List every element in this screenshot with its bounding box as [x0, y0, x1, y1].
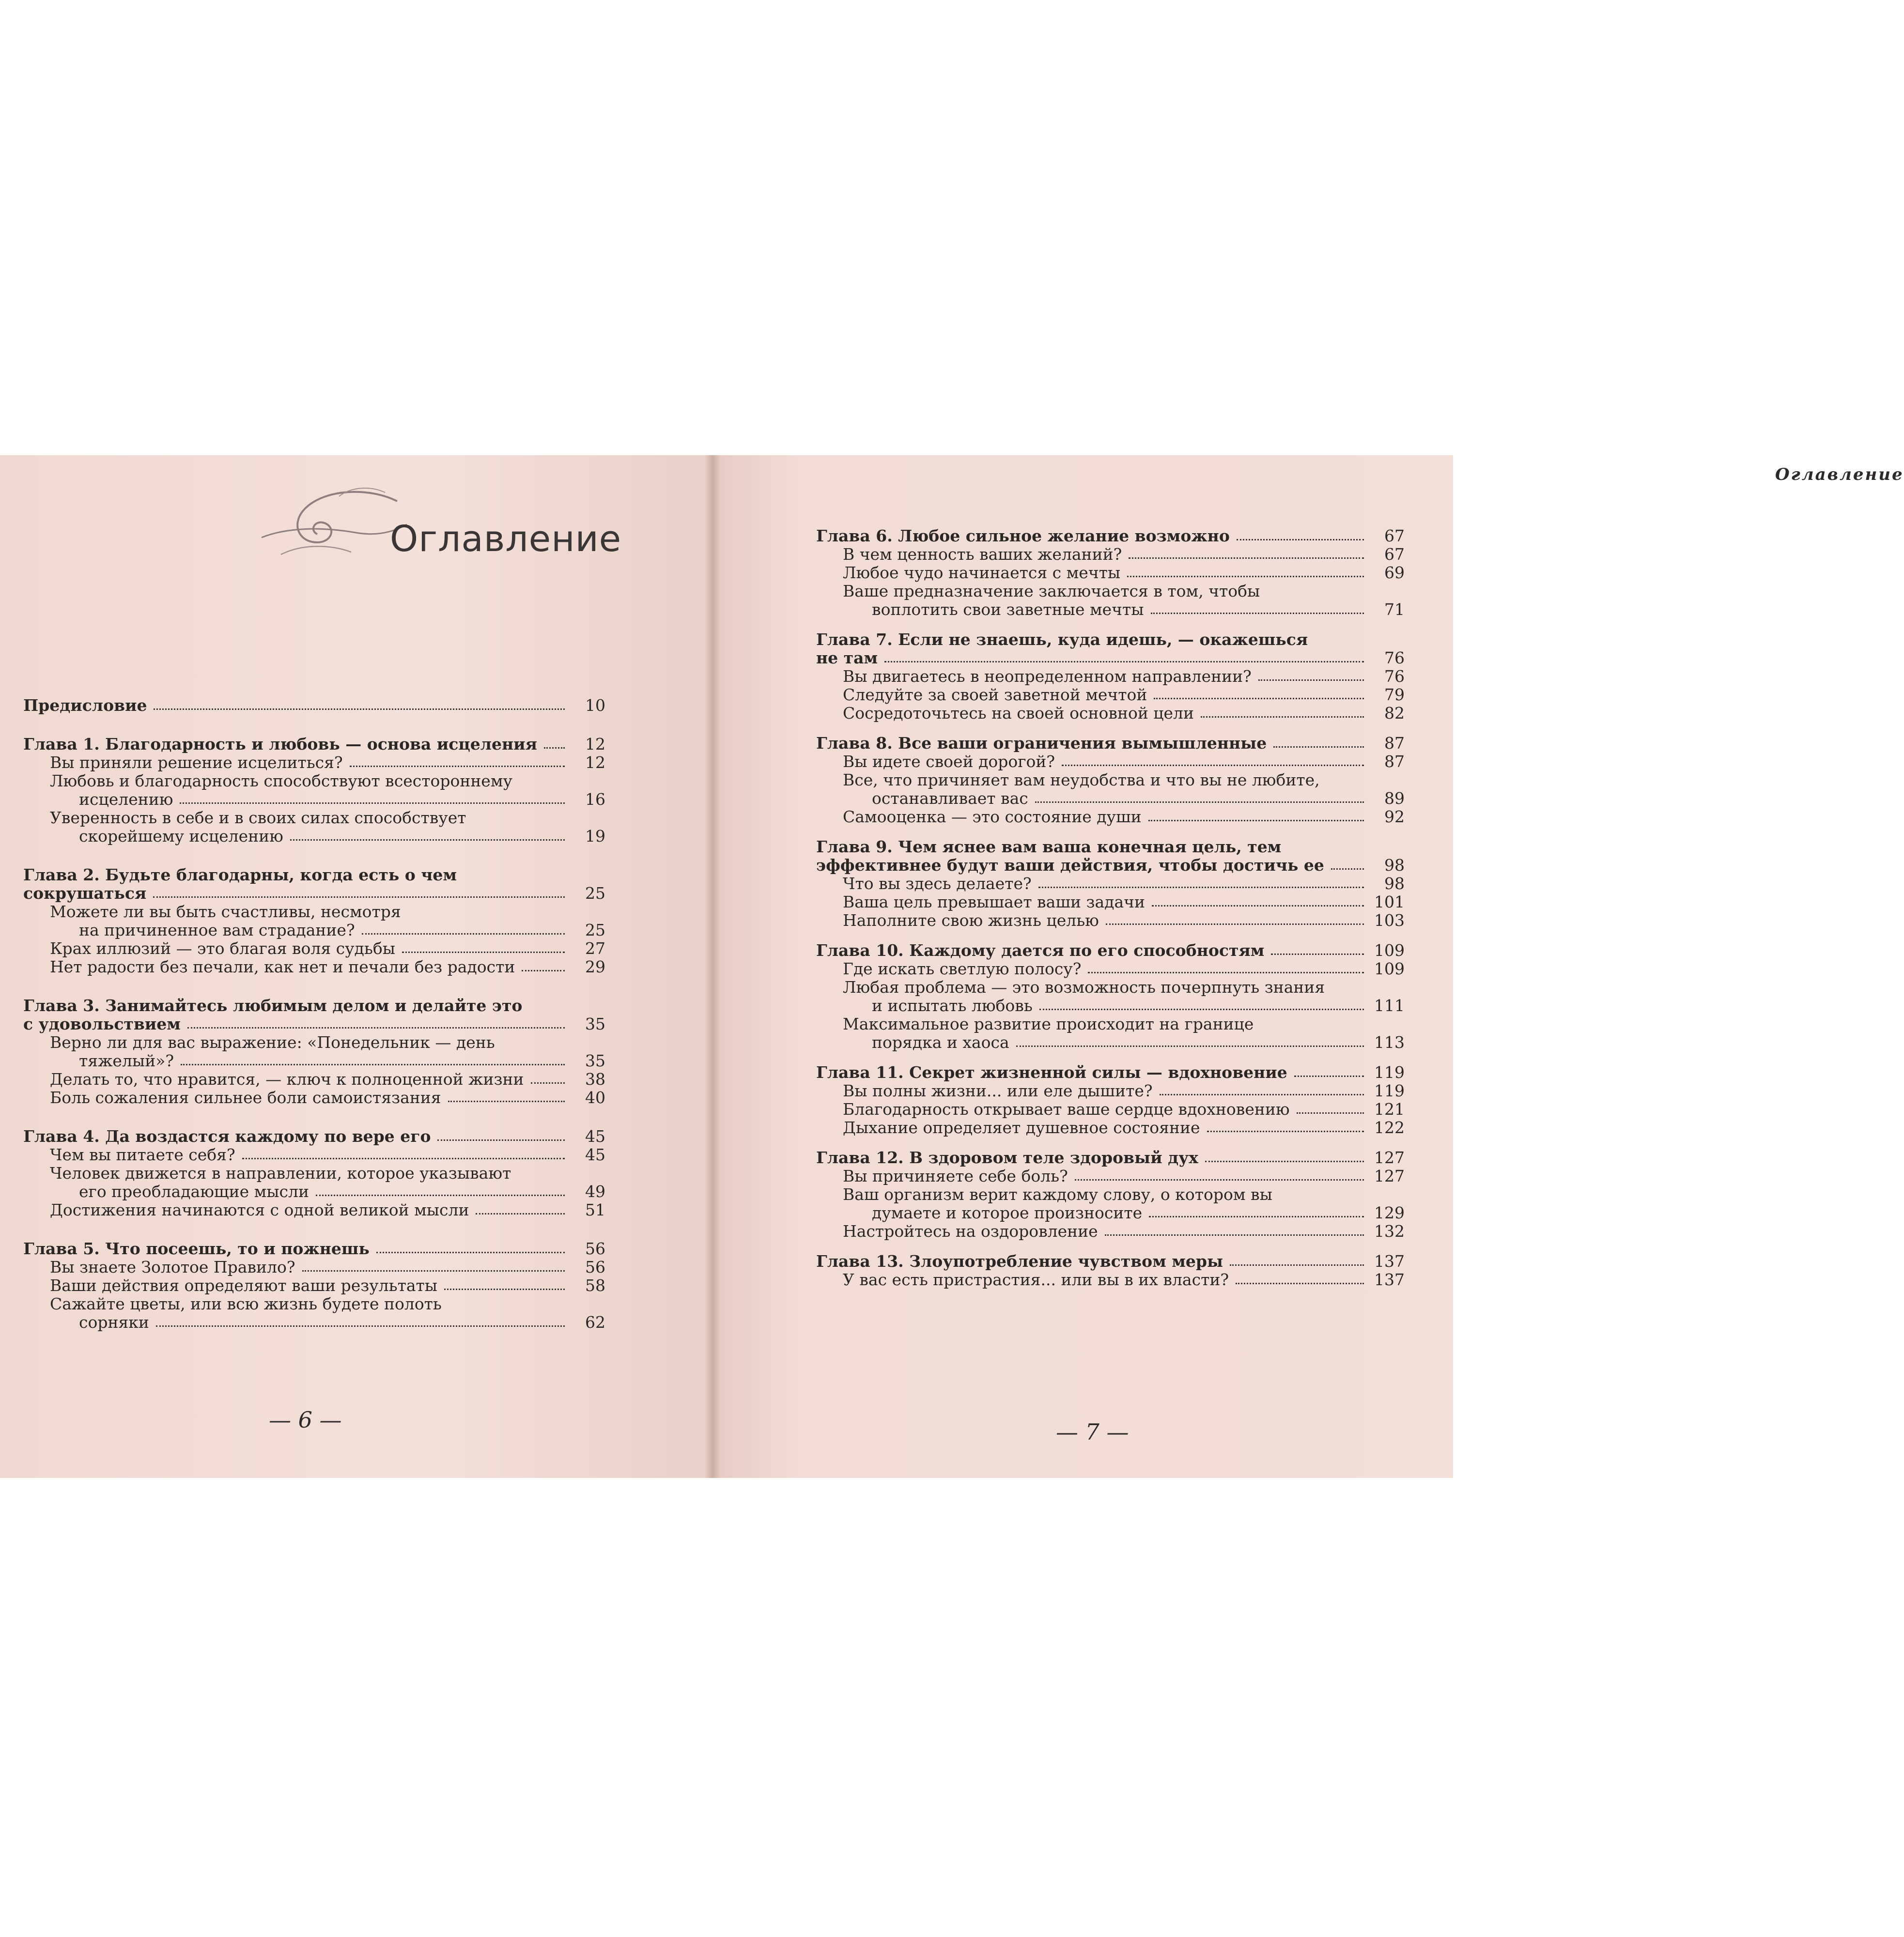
dot-leader: [1105, 1234, 1364, 1236]
dot-leader: [522, 970, 565, 971]
toc-page-number: 127: [1374, 1148, 1405, 1167]
toc-section-entry: [816, 1222, 1405, 1241]
toc-page-number: 35: [585, 1015, 605, 1033]
toc-entry-title-cont: на причиненное вам страдание?: [79, 921, 355, 939]
toc-entry-title: Глава 8. Все ваши ограничения вымышленные: [816, 734, 1267, 753]
dot-leader: [1207, 1131, 1364, 1132]
toc-entry-title: Глава 6. Любое сильное желание возможно: [816, 526, 1230, 545]
dot-leader: [1294, 1076, 1364, 1077]
dot-leader: [1258, 679, 1364, 681]
toc-page-number: 56: [585, 1239, 605, 1258]
toc-page-number: 51: [585, 1200, 605, 1219]
toc-page-number: 79: [1384, 685, 1405, 704]
toc-section-entry: [23, 1276, 605, 1295]
page-number-6: — 6 —: [269, 1407, 342, 1433]
toc-page-number: 27: [585, 939, 605, 958]
toc-section-entry: [23, 939, 605, 958]
toc-chapter-entry: [23, 997, 605, 1033]
toc-section-entry: [816, 808, 1405, 826]
toc-page-number: 137: [1374, 1252, 1405, 1271]
toc-entry-title: Глава 12. В здоровом теле здоровый дух: [816, 1148, 1198, 1167]
toc-entry-title-cont: с удовольствием: [23, 1015, 181, 1033]
toc-entry-title: Следуйте за своей заветной мечтой: [843, 685, 1147, 704]
toc-page-number: 45: [585, 1145, 605, 1164]
dot-leader: [1075, 1179, 1364, 1181]
dot-leader: [1273, 746, 1364, 748]
dot-leader: [1035, 801, 1364, 803]
toc-entry-title: Глава 3. Занимайтесь любимым делом и делайте это: [23, 996, 523, 1015]
toc-entry-title: Вы идете своей дорогой?: [843, 752, 1055, 771]
dot-leader: [242, 1158, 565, 1159]
toc-entry-title-cont: сокрушаться: [23, 884, 147, 903]
dot-leader: [476, 1213, 565, 1214]
toc-entry-title: Глава 9. Чем яснее вам ваша конечная цель, тем: [816, 837, 1282, 856]
toc-entry-title: Верно ли для вас выражение: «Понедельник — день: [50, 1033, 495, 1052]
toc-page-number: 12: [585, 753, 605, 772]
dot-leader: [1154, 698, 1364, 699]
toc-page-number: 87: [1384, 752, 1405, 771]
dot-leader: [402, 952, 565, 953]
toc-entry-title-cont: исцелению: [79, 790, 173, 809]
toc-entry-title: Глава 13. Злоупотребление чувством меры: [816, 1252, 1223, 1271]
toc-chapter-entry: [23, 696, 605, 715]
toc-section-entry: [816, 875, 1405, 893]
dot-leader: [1088, 972, 1364, 973]
toc-page-number: 62: [585, 1313, 605, 1332]
toc-page-number: 69: [1384, 563, 1405, 582]
right-page: [712, 455, 1904, 1478]
dot-leader: [1331, 868, 1364, 870]
toc-entry-title-cont: сорняки: [79, 1313, 149, 1332]
toc-entry-title-cont: не там: [816, 648, 878, 667]
toc-entry-title-cont: останавливает вас: [872, 789, 1028, 808]
toc-entry-title: Любовь и благодарность способствуют всестороннему: [50, 771, 512, 790]
toc-page-number: 49: [585, 1182, 605, 1201]
toc-entry-title: Любое чудо начинается с мечты: [843, 563, 1121, 582]
toc-section-entry: [816, 978, 1405, 1015]
toc-page-number: 40: [585, 1088, 605, 1107]
toc-page-number: 45: [585, 1127, 605, 1146]
toc-page-number: 101: [1374, 892, 1405, 911]
toc-page-number: 109: [1374, 941, 1405, 960]
toc-page-number: 89: [1384, 789, 1405, 808]
dot-leader: [531, 1082, 565, 1084]
toc-section-entry: [816, 1185, 1405, 1222]
toc-chapter-entry: [816, 838, 1405, 875]
toc-section-entry: [816, 1167, 1405, 1185]
toc-page-number: 119: [1374, 1081, 1405, 1100]
toc-entry-title: Ваша цель превышает ваши задачи: [843, 892, 1145, 911]
dot-leader: [1016, 1045, 1364, 1047]
dot-leader: [1062, 765, 1364, 766]
toc-page-number: 92: [1384, 807, 1405, 826]
toc-page-number: 121: [1374, 1100, 1405, 1119]
toc-section-entry: [23, 809, 605, 846]
toc-entry-title: Ваш организм верит каждому слову, о котором вы: [843, 1185, 1272, 1204]
toc-page-number: 119: [1374, 1063, 1405, 1082]
toc-section-entry: [816, 1100, 1405, 1119]
toc-entry-title: Сажайте цветы, или всю жизнь будете полоть: [50, 1294, 442, 1313]
running-head: Оглавление: [1775, 465, 1904, 484]
toc-page-number: 58: [585, 1276, 605, 1295]
toc-page-number: 19: [585, 827, 605, 846]
toc-page-number: 67: [1384, 545, 1405, 564]
toc-entry-title: Глава 7. Если не знаешь, куда идешь, — окажешься: [816, 630, 1308, 649]
toc-entry-title: Нет радости без печали, как нет и печали без радости: [50, 957, 515, 976]
toc-section-entry: [23, 1201, 605, 1219]
toc-entry-title-cont: порядка и хаоса: [872, 1033, 1009, 1052]
toc-entry-title: Сосредоточьтесь на своей основной цели: [843, 704, 1194, 723]
toc-section-entry: [23, 753, 605, 772]
toc-section-entry: [23, 1070, 605, 1089]
toc-chapter-entry: [816, 734, 1405, 753]
toc-section-entry: [23, 1164, 605, 1201]
toc-chapter-entry: [23, 866, 605, 903]
toc-page-number: 25: [585, 921, 605, 939]
toc-entry-title: Ваши действия определяют ваши результаты: [50, 1276, 438, 1295]
toc-chapter-entry: [23, 1127, 605, 1146]
toc-section-entry: [816, 1082, 1405, 1100]
dot-leader: [1149, 1216, 1364, 1217]
flourish-ornament-icon: [252, 482, 412, 564]
toc-section-entry: [816, 667, 1405, 686]
toc-page-number: 67: [1384, 526, 1405, 545]
toc-section-entry: [23, 1258, 605, 1276]
toc-section-entry: [23, 903, 605, 939]
toc-page-number: 109: [1374, 959, 1405, 978]
toc-chapter-entry: [23, 735, 605, 753]
toc-entry-title: Что вы здесь делаете?: [843, 874, 1032, 893]
toc-entry-title: Благодарность открывает ваше сердце вдохновению: [843, 1100, 1290, 1119]
toc-page-number: 129: [1374, 1203, 1405, 1222]
toc-entry-title: Уверенность в себе и в своих силах способствует: [50, 808, 466, 827]
toc-entry-title: Можете ли вы быть счастливы, несмотря: [50, 902, 401, 921]
toc-page-number: 111: [1374, 996, 1405, 1015]
toc-section-entry: [816, 1015, 1405, 1052]
toc-entry-title: Боль сожаления сильнее боли самоистязания: [50, 1088, 441, 1107]
book-spread: [0, 455, 1904, 1478]
toc-page-number: 137: [1374, 1270, 1405, 1289]
toc-left: [23, 696, 605, 1332]
dot-leader: [153, 896, 565, 898]
dot-leader: [544, 747, 565, 749]
toc-entry-title-cont: думаете и которое произносите: [872, 1203, 1143, 1222]
toc-entry-title: Предисловие: [23, 696, 147, 715]
dot-leader: [437, 1139, 565, 1141]
toc-page-number: 29: [585, 957, 605, 976]
dot-leader: [187, 1027, 565, 1029]
toc-page-number: 38: [585, 1070, 605, 1089]
dot-leader: [180, 802, 565, 804]
toc-entry-title-cont: скорейшему исцелению: [79, 827, 283, 846]
toc-section-entry: [816, 753, 1405, 771]
dot-leader: [181, 1064, 565, 1065]
toc-chapter-entry: [816, 630, 1405, 667]
dot-leader: [1151, 613, 1364, 614]
toc-section-entry: [23, 1089, 605, 1107]
toc-page-number: 25: [585, 884, 605, 903]
toc-section-entry: [816, 545, 1405, 564]
toc-section-entry: [816, 1271, 1405, 1289]
toc-entry-title: Любая проблема — это возможность почерпнуть знания: [843, 978, 1325, 997]
dot-leader: [1038, 887, 1364, 888]
toc-page-number: 76: [1384, 667, 1405, 686]
toc-entry-title: У вас есть пристрастия... или вы в их власти?: [843, 1270, 1229, 1289]
toc-section-entry: [23, 1033, 605, 1070]
dot-leader: [1201, 716, 1364, 718]
toc-entry-title: Где искать светлую полосу?: [843, 959, 1082, 978]
toc-entry-title: Вы причиняете себе боль?: [843, 1167, 1068, 1185]
dot-leader: [884, 661, 1364, 662]
dot-leader: [1127, 576, 1364, 577]
toc-section-entry: [816, 893, 1405, 911]
toc-page-number: 71: [1384, 600, 1405, 619]
toc-page-number: 98: [1384, 874, 1405, 893]
toc-entry-title: Чем вы питаете себя?: [50, 1145, 235, 1164]
dot-leader: [316, 1195, 565, 1196]
dot-leader: [290, 839, 565, 841]
toc-section-entry: [23, 1146, 605, 1164]
toc-entry-title: Глава 5. Что посеешь, то и пожнешь: [23, 1239, 370, 1258]
dot-leader: [1297, 1112, 1364, 1114]
toc-right: [816, 527, 1405, 1289]
toc-chapter-entry: [816, 1063, 1405, 1082]
toc-entry-title: Глава 10. Каждому дается по его способностям: [816, 941, 1265, 960]
toc-entry-title: В чем ценность ваших желаний?: [843, 545, 1122, 564]
toc-entry-title: Наполните свою жизнь целью: [843, 911, 1099, 930]
dot-leader: [1160, 1094, 1364, 1095]
toc-entry-title: Глава 4. Да воздастся каждому по вере его: [23, 1127, 431, 1146]
dot-leader: [1236, 1283, 1364, 1284]
toc-page-number: 82: [1384, 704, 1405, 723]
toc-section-entry: [816, 704, 1405, 723]
dot-leader: [1271, 953, 1364, 955]
toc-page-number: 56: [585, 1258, 605, 1276]
dot-leader: [1205, 1161, 1364, 1162]
toc-entry-title: Глава 1. Благодарность и любовь — основа исцеления: [23, 735, 537, 753]
toc-page-number: 113: [1374, 1033, 1405, 1052]
toc-page-number: 76: [1384, 648, 1405, 667]
toc-chapter-entry: [816, 527, 1405, 545]
dot-leader: [444, 1289, 565, 1290]
toc-chapter-entry: [816, 1149, 1405, 1167]
toc-entry-title-cont: воплотить свои заветные мечты: [872, 600, 1144, 619]
toc-page-number: 35: [585, 1051, 605, 1070]
toc-page-number: 16: [585, 790, 605, 809]
toc-section-entry: [23, 958, 605, 976]
dot-leader: [156, 1325, 565, 1327]
toc-page-number: 12: [585, 735, 605, 753]
toc-chapter-entry: [816, 941, 1405, 960]
dot-leader: [1237, 539, 1364, 540]
toc-entry-title: Человек движется в направлении, которое указывают: [50, 1164, 511, 1183]
toc-section-entry: [23, 1295, 605, 1332]
toc-entry-title-cont: эффективнее будут ваши действия, чтобы достичь ее: [816, 856, 1324, 875]
toc-section-entry: [816, 1119, 1405, 1137]
dot-leader: [1039, 1009, 1364, 1010]
toc-entry-title: Глава 11. Секрет жизненной силы — вдохновение: [816, 1063, 1287, 1082]
dot-leader: [448, 1101, 565, 1102]
toc-entry-title: Вы знаете Золотое Правило?: [50, 1258, 295, 1276]
toc-page-number: 10: [585, 696, 605, 715]
toc-section-entry: [816, 564, 1405, 582]
toc-page-number: 132: [1374, 1222, 1405, 1241]
toc-entry-title: Крах иллюзий — это благая воля судьбы: [50, 939, 395, 958]
toc-entry-title: Самооценка — это состояние души: [843, 807, 1142, 826]
left-page: [0, 455, 712, 1478]
toc-entry-title: Глава 2. Будьте благодарны, когда есть о чем: [23, 865, 457, 884]
dot-leader: [1148, 820, 1364, 821]
toc-page-number: 87: [1384, 734, 1405, 753]
dot-leader: [350, 766, 565, 767]
dot-leader: [302, 1270, 565, 1272]
toc-entry-title: Вы полны жизни... или еле дышите?: [843, 1081, 1153, 1100]
toc-entry-title-cont: тяжелый»?: [79, 1051, 174, 1070]
dot-leader: [1106, 923, 1364, 925]
toc-section-entry: [816, 960, 1405, 978]
toc-chapter-entry: [816, 1252, 1405, 1271]
toc-section-entry: [816, 771, 1405, 808]
toc-page-number: 127: [1374, 1167, 1405, 1185]
toc-entry-title-cont: и испытать любовь: [872, 996, 1033, 1015]
toc-entry-title: Делать то, что нравится, — ключ к полноценной жизни: [50, 1070, 524, 1089]
toc-entry-title: Максимальное развитие происходит на границе: [843, 1015, 1254, 1033]
toc-entry-title: Настройтесь на оздоровление: [843, 1222, 1098, 1241]
toc-section-entry: [23, 772, 605, 809]
toc-chapter-entry: [23, 1240, 605, 1258]
toc-section-entry: [816, 582, 1405, 619]
dot-leader: [376, 1252, 565, 1253]
toc-page-number: 122: [1374, 1118, 1405, 1137]
book-gutter: [705, 455, 720, 1478]
toc-section-entry: [816, 686, 1405, 704]
toc-entry-title: Вы приняли решение исцелиться?: [50, 753, 343, 772]
toc-section-entry: [816, 911, 1405, 930]
dot-leader: [1129, 557, 1364, 559]
toc-entry-title: Вы двигаетесь в неопределенном направлении?: [843, 667, 1252, 686]
toc-page-number: 98: [1384, 856, 1405, 875]
page-number-7: — 7 —: [1056, 1419, 1129, 1445]
page-title: Оглавление: [390, 518, 622, 560]
dot-leader: [1230, 1264, 1364, 1266]
toc-page-number: 103: [1374, 911, 1405, 930]
dot-leader: [154, 708, 565, 710]
toc-entry-title: Дыхание определяет душевное состояние: [843, 1118, 1200, 1137]
dot-leader: [362, 933, 565, 935]
toc-entry-title: Все, что причиняет вам неудобства и что вы не любите,: [843, 770, 1320, 789]
toc-entry-title: Ваше предназначение заключается в том, чтобы: [843, 582, 1260, 600]
toc-entry-title: Достижения начинаются с одной великой мысли: [50, 1200, 469, 1219]
toc-entry-title-cont: его преобладающие мысли: [79, 1182, 309, 1201]
dot-leader: [1152, 905, 1364, 907]
